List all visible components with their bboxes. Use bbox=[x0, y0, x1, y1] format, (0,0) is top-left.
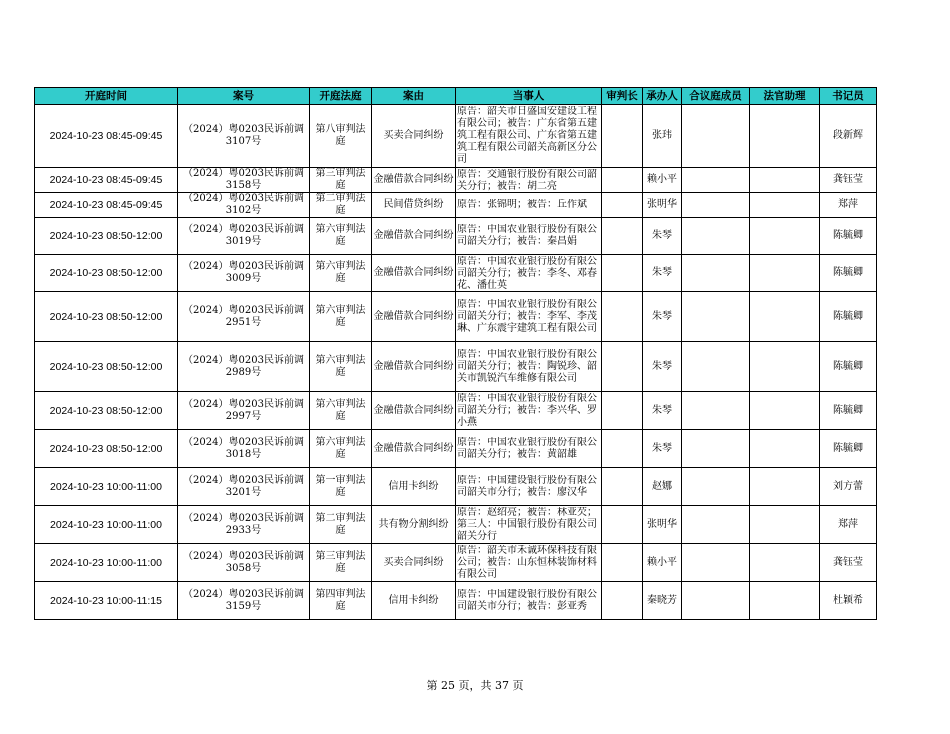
row-presiding bbox=[602, 168, 643, 193]
parties-text: 原告：中国农业银行股份有限公司韶关分行；被告：李军、李茂琳、广东震宇建筑工程有限公司 bbox=[457, 298, 597, 334]
court-schedule-table bbox=[34, 87, 877, 620]
row-clerk: 段新辉 bbox=[820, 105, 877, 168]
row-court: 第二审判法庭 bbox=[310, 193, 372, 218]
table-row bbox=[35, 193, 877, 218]
row-collegiate bbox=[682, 506, 750, 544]
table-row bbox=[35, 342, 877, 392]
row-parties bbox=[456, 292, 602, 342]
row-parties bbox=[456, 193, 602, 218]
row-clerk: 陈毓卿 bbox=[820, 392, 877, 430]
row-parties bbox=[456, 582, 602, 620]
row-time: 2024-10-23 08:50-12:00 bbox=[35, 292, 178, 342]
row-clerk: 郑萍 bbox=[820, 506, 877, 544]
row-handler: 张明华 bbox=[643, 506, 682, 544]
row-assistant bbox=[750, 392, 820, 430]
row-collegiate bbox=[682, 430, 750, 468]
row-cause: 买卖合同纠纷 bbox=[372, 544, 456, 582]
row-case-no: （2024）粤0203民诉前调2989号 bbox=[178, 342, 310, 392]
row-assistant bbox=[750, 430, 820, 468]
row-time: 2024-10-23 08:45-09:45 bbox=[35, 105, 178, 168]
row-handler: 秦晓芳 bbox=[643, 582, 682, 620]
row-case-no: （2024）粤0203民诉前调3018号 bbox=[178, 430, 310, 468]
row-court: 第一审判法庭 bbox=[310, 468, 372, 506]
row-parties bbox=[456, 168, 602, 193]
row-case-no: （2024）粤0203民诉前调3159号 bbox=[178, 582, 310, 620]
row-cause: 共有物分割纠纷 bbox=[372, 506, 456, 544]
row-court: 第六审判法庭 bbox=[310, 342, 372, 392]
row-parties bbox=[456, 544, 602, 582]
row-presiding bbox=[602, 544, 643, 582]
col-header-parties: 当事人 bbox=[456, 88, 602, 105]
row-time: 2024-10-23 08:50-12:00 bbox=[35, 392, 178, 430]
row-parties bbox=[456, 255, 602, 292]
row-time: 2024-10-23 08:50-12:00 bbox=[35, 218, 178, 255]
row-court: 第二审判法庭 bbox=[310, 506, 372, 544]
row-collegiate bbox=[682, 468, 750, 506]
row-assistant bbox=[750, 468, 820, 506]
row-handler: 赖小平 bbox=[643, 168, 682, 193]
row-time: 2024-10-23 10:00-11:15 bbox=[35, 582, 178, 620]
row-court: 第八审判法庭 bbox=[310, 105, 372, 168]
row-cause: 买卖合同纠纷 bbox=[372, 105, 456, 168]
row-handler: 张玮 bbox=[643, 105, 682, 168]
row-presiding bbox=[602, 468, 643, 506]
row-case-no: （2024）粤0203民诉前调3107号 bbox=[178, 105, 310, 168]
row-handler: 朱琴 bbox=[643, 392, 682, 430]
row-assistant bbox=[750, 193, 820, 218]
row-handler: 赵娜 bbox=[643, 468, 682, 506]
parties-text: 原告：交通银行股份有限公司韶关分行；被告：胡二亮 bbox=[457, 169, 597, 191]
row-parties bbox=[456, 105, 602, 168]
row-clerk: 杜颖希 bbox=[820, 582, 877, 620]
table-row bbox=[35, 105, 877, 168]
row-assistant bbox=[750, 342, 820, 392]
row-presiding bbox=[602, 193, 643, 218]
row-cause: 金融借款合同纠纷 bbox=[372, 255, 456, 292]
col-header-case-no: 案号 bbox=[178, 88, 310, 105]
row-clerk: 陈毓卿 bbox=[820, 218, 877, 255]
row-court: 第四审判法庭 bbox=[310, 582, 372, 620]
col-header-clerk: 书记员 bbox=[820, 88, 877, 105]
row-collegiate bbox=[682, 105, 750, 168]
row-case-no: （2024）粤0203民诉前调3019号 bbox=[178, 218, 310, 255]
row-parties bbox=[456, 218, 602, 255]
row-handler: 朱琴 bbox=[643, 430, 682, 468]
row-presiding bbox=[602, 392, 643, 430]
parties-text: 原告：张锦明；被告：丘作斌 bbox=[457, 199, 587, 210]
row-handler: 朱琴 bbox=[643, 342, 682, 392]
parties-text: 原告：中国农业银行股份有限公司韶关分行；被告：陶锐珍、韶关市凯锐汽车维修有限公司 bbox=[457, 348, 597, 384]
table-row bbox=[35, 392, 877, 430]
row-presiding bbox=[602, 105, 643, 168]
row-clerk: 陈毓卿 bbox=[820, 292, 877, 342]
row-time: 2024-10-23 10:00-11:00 bbox=[35, 468, 178, 506]
row-presiding bbox=[602, 292, 643, 342]
parties-text: 原告：中国农业银行股份有限公司韶关分行；被告：黄韶雄 bbox=[457, 436, 597, 460]
row-handler: 朱琴 bbox=[643, 255, 682, 292]
row-parties bbox=[456, 342, 602, 392]
row-collegiate bbox=[682, 255, 750, 292]
row-collegiate bbox=[682, 292, 750, 342]
parties-text: 原告：中国建设银行股份有限公司韶关市分行；被告：廖汉华 bbox=[457, 474, 597, 498]
row-clerk: 陈毓卿 bbox=[820, 430, 877, 468]
row-cause: 金融借款合同纠纷 bbox=[372, 392, 456, 430]
table-row bbox=[35, 168, 877, 193]
parties-text: 原告：中国农业银行股份有限公司韶关分行；被告：李兴华、罗小燕 bbox=[457, 392, 597, 428]
row-clerk: 刘方蕾 bbox=[820, 468, 877, 506]
row-clerk: 龚钰莹 bbox=[820, 544, 877, 582]
table-row bbox=[35, 468, 877, 506]
row-presiding bbox=[602, 342, 643, 392]
table-row bbox=[35, 218, 877, 255]
row-assistant bbox=[750, 544, 820, 582]
parties-text: 原告：韶关市日盛国安建设工程有限公司；被告：广东省第五建筑工程有限公司、广东省第五建筑工程有限公司韶关高新区分公司 bbox=[457, 106, 597, 165]
header-row bbox=[35, 88, 877, 105]
col-header-court: 开庭法庭 bbox=[310, 88, 372, 105]
row-collegiate bbox=[682, 342, 750, 392]
table-row bbox=[35, 292, 877, 342]
table-row bbox=[35, 506, 877, 544]
row-clerk: 陈毓卿 bbox=[820, 342, 877, 392]
row-time: 2024-10-23 08:50-12:00 bbox=[35, 342, 178, 392]
col-header-time: 开庭时间 bbox=[35, 88, 178, 105]
row-case-no: （2024）粤0203民诉前调3201号 bbox=[178, 468, 310, 506]
row-time: 2024-10-23 08:50-12:00 bbox=[35, 430, 178, 468]
parties-text: 原告：中国农业银行股份有限公司韶关分行；被告：秦昌娟 bbox=[457, 224, 597, 247]
table-row bbox=[35, 544, 877, 582]
row-time: 2024-10-23 08:50-12:00 bbox=[35, 255, 178, 292]
row-court: 第六审判法庭 bbox=[310, 255, 372, 292]
row-handler: 朱琴 bbox=[643, 218, 682, 255]
row-case-no: （2024）粤0203民诉前调3158号 bbox=[178, 168, 310, 193]
row-presiding bbox=[602, 506, 643, 544]
row-court: 第三审判法庭 bbox=[310, 544, 372, 582]
row-cause: 金融借款合同纠纷 bbox=[372, 218, 456, 255]
col-header-assistant: 法官助理 bbox=[750, 88, 820, 105]
table-row bbox=[35, 582, 877, 620]
row-assistant bbox=[750, 292, 820, 342]
row-clerk: 龚钰莹 bbox=[820, 168, 877, 193]
row-handler: 张明华 bbox=[643, 193, 682, 218]
col-header-cause: 案由 bbox=[372, 88, 456, 105]
row-presiding bbox=[602, 582, 643, 620]
row-cause: 信用卡纠纷 bbox=[372, 582, 456, 620]
row-court: 第三审判法庭 bbox=[310, 168, 372, 193]
row-clerk: 郑萍 bbox=[820, 193, 877, 218]
row-court: 第六审判法庭 bbox=[310, 392, 372, 430]
row-assistant bbox=[750, 506, 820, 544]
row-assistant bbox=[750, 105, 820, 168]
table-row bbox=[35, 430, 877, 468]
page-number: 第 25 页，共 37 页 bbox=[426, 679, 524, 692]
row-collegiate bbox=[682, 544, 750, 582]
parties-text: 原告：中国建设银行股份有限公司韶关市分行；被告：彭亚秀 bbox=[457, 588, 597, 612]
row-collegiate bbox=[682, 218, 750, 255]
row-collegiate bbox=[682, 193, 750, 218]
col-header-presiding: 审判长 bbox=[602, 88, 643, 105]
row-presiding bbox=[602, 218, 643, 255]
col-header-collegiate: 合议庭成员 bbox=[682, 88, 750, 105]
row-parties bbox=[456, 430, 602, 468]
parties-text: 原告：赵绍亮；被告：林亚芡；第三人：中国银行股份有限公司韶关分行 bbox=[457, 506, 597, 542]
row-parties bbox=[456, 468, 602, 506]
row-time: 2024-10-23 10:00-11:00 bbox=[35, 506, 178, 544]
row-handler: 赖小平 bbox=[643, 544, 682, 582]
row-case-no: （2024）粤0203民诉前调3058号 bbox=[178, 544, 310, 582]
row-case-no: （2024）粤0203民诉前调3009号 bbox=[178, 255, 310, 292]
row-cause: 金融借款合同纠纷 bbox=[372, 292, 456, 342]
col-header-handler: 承办人 bbox=[643, 88, 682, 105]
row-cause: 民间借贷纠纷 bbox=[372, 193, 456, 218]
row-court: 第六审判法庭 bbox=[310, 430, 372, 468]
row-parties bbox=[456, 392, 602, 430]
row-collegiate bbox=[682, 582, 750, 620]
parties-text: 原告：中国农业银行股份有限公司韶关分行；被告：李冬、邓春花、潘仕英 bbox=[457, 255, 597, 291]
row-presiding bbox=[602, 255, 643, 292]
row-assistant bbox=[750, 582, 820, 620]
row-case-no: （2024）粤0203民诉前调2951号 bbox=[178, 292, 310, 342]
row-cause: 金融借款合同纠纷 bbox=[372, 168, 456, 193]
row-cause: 信用卡纠纷 bbox=[372, 468, 456, 506]
row-collegiate bbox=[682, 168, 750, 193]
row-assistant bbox=[750, 255, 820, 292]
row-parties bbox=[456, 506, 602, 544]
row-case-no: （2024）粤0203民诉前调2933号 bbox=[178, 506, 310, 544]
row-clerk: 陈毓卿 bbox=[820, 255, 877, 292]
row-court: 第六审判法庭 bbox=[310, 292, 372, 342]
row-cause: 金融借款合同纠纷 bbox=[372, 430, 456, 468]
row-time: 2024-10-23 08:45-09:45 bbox=[35, 193, 178, 218]
row-assistant bbox=[750, 168, 820, 193]
row-time: 2024-10-23 08:45-09:45 bbox=[35, 168, 178, 193]
row-collegiate bbox=[682, 392, 750, 430]
row-presiding bbox=[602, 430, 643, 468]
row-handler: 朱琴 bbox=[643, 292, 682, 342]
row-assistant bbox=[750, 218, 820, 255]
row-case-no: （2024）粤0203民诉前调3102号 bbox=[178, 193, 310, 218]
row-case-no: （2024）粤0203民诉前调2997号 bbox=[178, 392, 310, 430]
row-court: 第六审判法庭 bbox=[310, 218, 372, 255]
row-time: 2024-10-23 10:00-11:00 bbox=[35, 544, 178, 582]
table-row bbox=[35, 255, 877, 292]
row-cause: 金融借款合同纠纷 bbox=[372, 342, 456, 392]
parties-text: 原告：韶关市禾诚环保科技有限公司；被告：山东恒林装饰材料有限公司 bbox=[457, 544, 597, 580]
